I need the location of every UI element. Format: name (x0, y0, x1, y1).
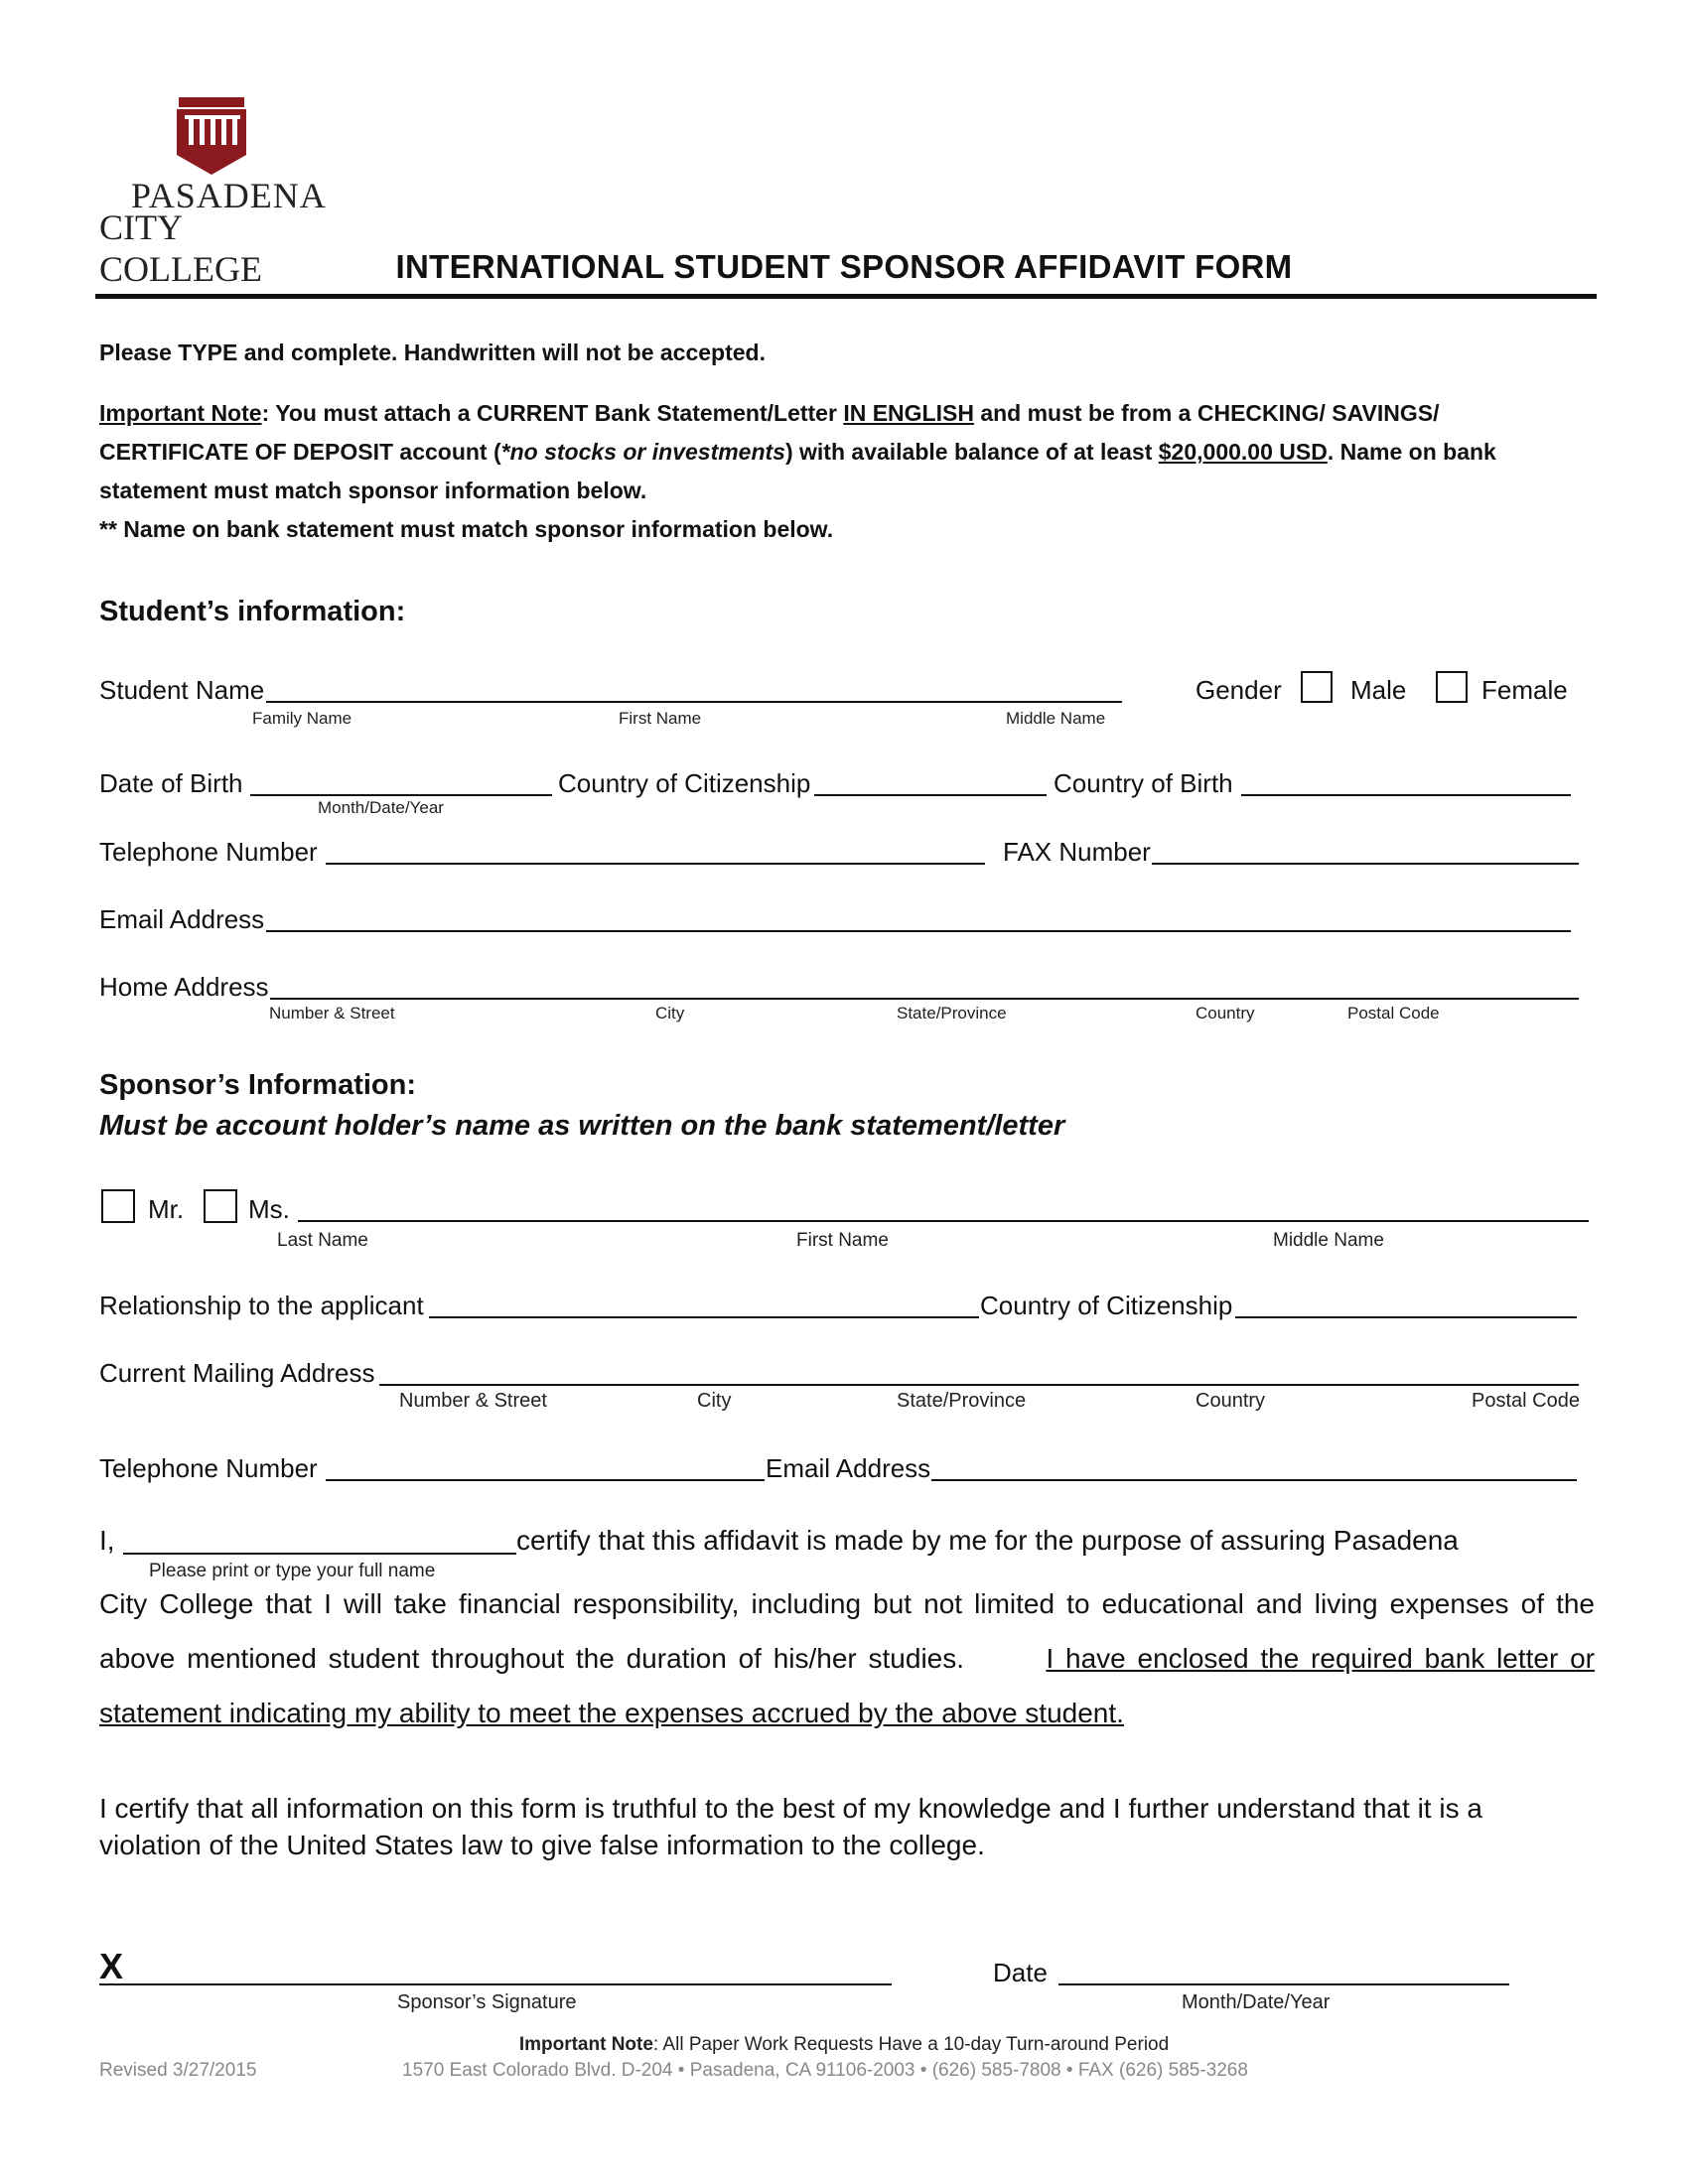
dob-field[interactable] (250, 794, 552, 796)
important-note-line4: ** Name on bank statement must match sponsor information below. (99, 516, 834, 542)
cert-line3: above mentioned student throughout the duration of his/her studies. I have enclosed the required bank letter or (99, 1643, 1595, 1674)
gender-female-label: Female (1481, 675, 1568, 705)
sponsor-name-field[interactable] (298, 1220, 1589, 1222)
sponsor-phone-label: Telephone Number (99, 1453, 318, 1483)
ms-checkbox[interactable] (204, 1189, 237, 1223)
important-note-line1: Important Note: You must attach a CURRENT Bank Statement/Letter IN ENGLISH and must be from a CHECKING/ SAVINGS/ (99, 400, 1440, 426)
first-name-hint: First Name (619, 709, 702, 728)
cert-i-prefix: I, (99, 1525, 115, 1556)
print-name-hint: Please print or type your full name (149, 1561, 436, 1581)
dob-label: Date of Birth (99, 768, 243, 798)
student-phone-label: Telephone Number (99, 837, 318, 867)
student-email-field[interactable] (266, 930, 1571, 932)
cert-line2: City College that I will take financial responsibility, including but not limited to educational and living expenses of the (99, 1588, 1595, 1619)
gender-female-checkbox[interactable] (1436, 671, 1468, 703)
shield-icon (99, 97, 328, 187)
mailing-city-hint: City (697, 1390, 732, 1412)
mailing-state-hint: State/Province (897, 1390, 1027, 1412)
student-citizenship-field[interactable] (814, 794, 1047, 796)
home-address-field[interactable] (270, 998, 1579, 1000)
mailing-address-label: Current Mailing Address (99, 1358, 375, 1388)
home-city-hint: City (655, 1004, 685, 1023)
in-english: IN ENGLISH (843, 400, 974, 426)
mailing-country-hint: Country (1196, 1390, 1266, 1412)
home-country-hint: Country (1196, 1004, 1255, 1023)
sponsor-middle-name-hint: Middle Name (1273, 1230, 1384, 1251)
date-hint: Month/Date/Year (1182, 1991, 1331, 2013)
sponsor-phone-field[interactable] (326, 1479, 765, 1481)
sponsor-citizenship-field[interactable] (1235, 1316, 1577, 1318)
student-name-field[interactable] (266, 701, 1122, 703)
sponsor-citizenship-label: Country of Citizenship (980, 1291, 1233, 1320)
home-address-label: Home Address (99, 972, 269, 1002)
birth-country-label: Country of Birth (1054, 768, 1233, 798)
sponsor-heading: Sponsor’s Information: (99, 1069, 416, 1101)
sponsor-first-name-hint: First Name (796, 1230, 889, 1251)
revised-date: Revised 3/27/2015 (99, 2060, 257, 2081)
cert-line1: certify that this affidavit is made by me for the purpose of assuring Pasadena (516, 1525, 1459, 1556)
date-field[interactable] (1058, 1983, 1509, 1985)
footer-important-note: Important Note: All Paper Work Requests Have a 10-day Turn-around Period (518, 2034, 1170, 2055)
mailing-postal-hint: Postal Code (1472, 1390, 1580, 1412)
gender-male-checkbox[interactable] (1301, 671, 1333, 703)
ms-label: Ms. (248, 1194, 290, 1224)
relationship-label: Relationship to the applicant (99, 1291, 424, 1320)
fax-field[interactable] (1152, 863, 1579, 865)
student-heading: Student’s information: (99, 596, 406, 627)
sponsor-email-label: Email Address (766, 1453, 931, 1483)
birth-country-field[interactable] (1241, 794, 1571, 796)
truth-line2: violation of the United States law to give false information to the college. (99, 1830, 985, 1860)
important-note-line2: CERTIFICATE OF DEPOSIT account (*no stocks or investments) with available balance of at least $20,000.00 USD. Name on bank (99, 439, 1496, 465)
student-citizenship-label: Country of Citizenship (558, 768, 811, 798)
gender-male-label: Male (1350, 675, 1407, 705)
mr-checkbox[interactable] (101, 1189, 135, 1223)
student-email-label: Email Address (99, 904, 265, 934)
relationship-field[interactable] (429, 1316, 979, 1318)
type-note: Please TYPE and complete. Handwritten will not be accepted. (99, 340, 766, 365)
date-label: Date (993, 1958, 1048, 1987)
middle-name-hint: Middle Name (1006, 709, 1106, 728)
sponsor-full-name-field[interactable] (123, 1553, 516, 1555)
college-logo (99, 97, 328, 289)
dob-hint: Month/Date/Year (318, 798, 444, 817)
important-label: Important Note (99, 400, 262, 426)
mr-label: Mr. (148, 1194, 185, 1224)
sponsor-subheading: Must be account holder’s name as written on the bank statement/letter (99, 1110, 1065, 1142)
home-street-hint: Number & Street (269, 1004, 395, 1023)
student-name-label: Student Name (99, 675, 265, 705)
sponsor-signature-field[interactable] (99, 1983, 892, 1985)
logo-line1: PASADENA (131, 176, 327, 215)
footer-address: 1570 East Colorado Blvd. D-204 • Pasadena, CA 91106-2003 • (626) 585-7808 • FAX (626) 585-3268 (402, 2060, 1248, 2081)
home-state-hint: State/Province (897, 1004, 1007, 1023)
mailing-address-field[interactable] (379, 1384, 1579, 1386)
signature-x-mark: X (99, 1946, 124, 1986)
title-rule (95, 294, 1597, 299)
fax-label: FAX Number (1003, 837, 1151, 867)
signature-label: Sponsor’s Signature (397, 1991, 577, 2013)
form-title: INTERNATIONAL STUDENT SPONSOR AFFIDAVIT FORM (395, 248, 1293, 285)
gender-label: Gender (1196, 675, 1282, 705)
sponsor-email-field[interactable] (931, 1479, 1577, 1481)
mailing-street-hint: Number & Street (399, 1390, 547, 1412)
important-note-line3: statement must match sponsor information below. (99, 478, 647, 503)
sponsor-last-name-hint: Last Name (277, 1230, 368, 1251)
cert-line4: statement indicating my ability to meet the expenses accrued by the above student. (99, 1698, 1124, 1728)
truth-line1: I certify that all information on this form is truthful to the best of my knowledge and I further understand that it is a (99, 1793, 1482, 1824)
logo-line2: CITY COLLEGE (99, 207, 262, 289)
student-phone-field[interactable] (326, 863, 985, 865)
home-postal-hint: Postal Code (1347, 1004, 1440, 1023)
family-name-hint: Family Name (252, 709, 352, 728)
min-balance: $20,000.00 USD (1158, 439, 1328, 465)
